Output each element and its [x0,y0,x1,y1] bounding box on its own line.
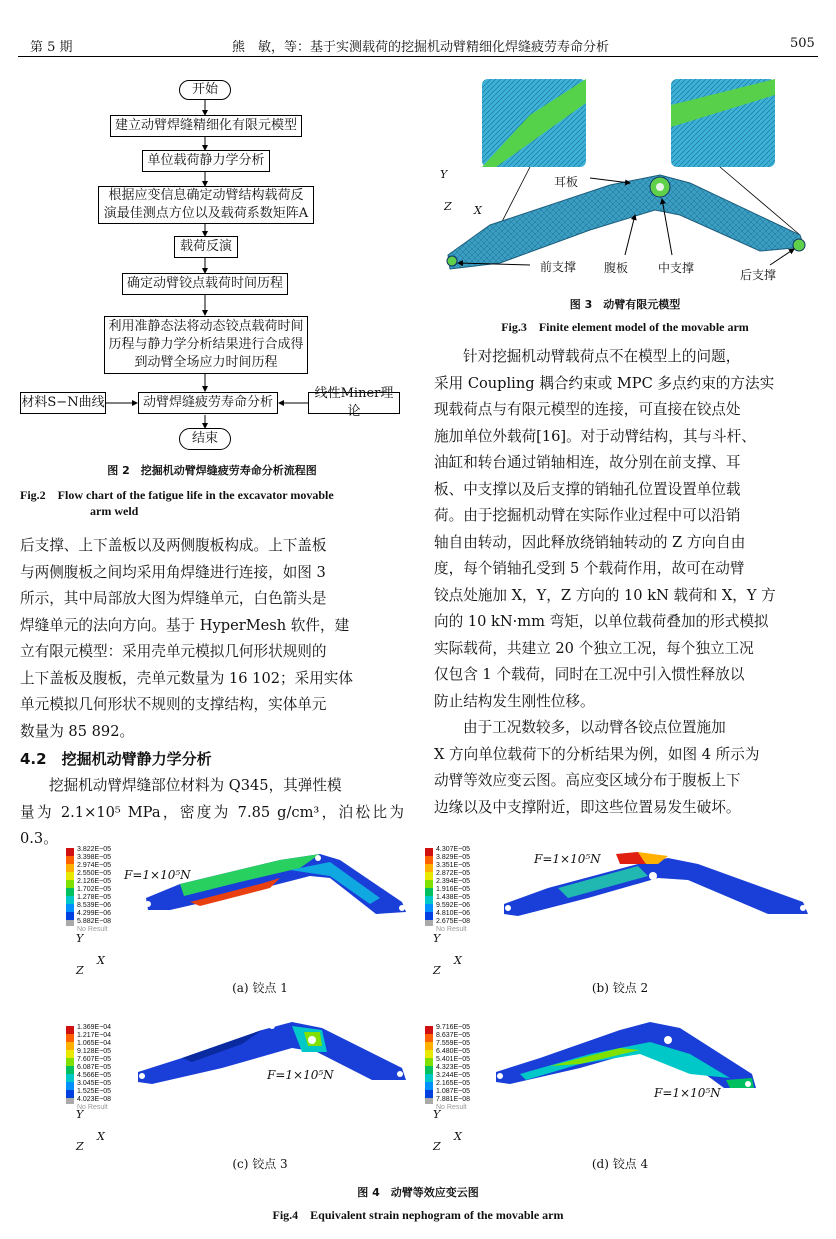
legend-c-0: 1.369E−04 [77,1024,112,1031]
legend-a-8: 4.299E−06 [77,910,112,917]
fig4-caption-cn: 图 4 动臂等效应变云图 [357,1186,479,1199]
fig3-axis-z: Z [444,200,452,213]
legend-a-2: 2.974E−05 [77,862,112,869]
flow-step-inversion-setup-line1: 根据应变信息确定动臂结构载荷反 [108,188,304,203]
legend-b-0: 4.307E−05 [436,846,471,853]
right-line-3: 现载荷点与有限元模型的连接，可直接在铰点处 [434,401,741,418]
fig4a-label: (a) 铰点 1 [232,981,288,995]
fig3-axis-y: Y [440,168,448,181]
fig4a-legend [77,846,111,934]
legend-a-noresult: No Result [77,926,108,933]
right-line-10: 铰点处施加 X，Y，Z 方向的 10 kN 载荷和 X，Y 方 [434,586,776,604]
left2-line-2: 量为 2.1×10⁵ MPa，密度为 7.85 g/cm³，泊松比为 0.3。 [20,803,404,847]
fig3-label-rear: 后支撑 [740,268,777,282]
left2-line-1: 挖掘机动臂焊缝部位材料为 Q345，其弹性模 [49,777,342,794]
issue-number: 第 5 期 [30,40,73,55]
left-line-4: 焊缝单元的法向方向。基于 HyperMesh 软件，建 [20,616,350,634]
right-line-12: 实际载荷，共建立 20 个独立工况，每个独立工况 [434,639,754,657]
right-line-7: 荷。由于挖掘机动臂在实际作业过程中可以沿销 [434,507,741,524]
legend-b-1: 3.829E−05 [436,854,471,861]
legend-b-noresult: No Result [436,926,467,933]
fig4c-colorbar [66,1026,76,1104]
fig4c-label: (c) 铰点 3 [232,1157,288,1171]
legend-b-9: 2.675E−08 [436,918,471,925]
fig4b-axis-z: Z [433,964,441,977]
fig4a-colorbar [66,848,76,926]
left-line-7: 单元模拟几何形状不规则的支撑结构，实体单元 [20,696,327,713]
fig4c-legend [77,1024,111,1112]
legend-b-8: 4.810E−06 [436,910,471,917]
legend-b-6: 1.438E−05 [436,894,471,901]
legend-d-2: 7.559E−05 [436,1040,471,1047]
legend-c-7: 3.045E−05 [77,1080,112,1087]
legend-a-3: 2.550E−05 [77,870,112,877]
left-line-2: 与两侧腹板之间均采用角焊缝进行连接，如图 3 [20,563,326,581]
fig3-label-front: 前支撑 [540,260,577,274]
flow-step-synthesis-line3: 到动臂全场应力时间历程 [134,355,278,370]
legend-c-2: 1.065E−04 [77,1040,112,1047]
right-line-17: 动臂等效应变云图。高应变区域分布于腹板上下 [434,772,741,789]
legend-c-6: 4.566E−05 [77,1072,112,1079]
fig2-caption-en-line2: arm weld [90,504,139,518]
fig4a-axis-z: Z [76,964,84,977]
legend-b-3: 2.872E−05 [436,870,471,877]
flow-step-static: 单位载荷静力学分析 [142,150,270,172]
fig4c-force: F=1×10⁵N [267,1068,334,1082]
right-line-11: 向的 10 kN·mm 弯矩，以单位载荷叠加的形式模拟 [434,613,769,630]
left-body-text-2 [20,773,404,853]
right-line-4: 施加单位外载荷[16]。对于动臂结构，其与斗杆、 [434,427,756,445]
legend-a-6: 1.278E−05 [77,894,112,901]
fig2-caption-en-line1: Fig.2 Flow chart of the fatigue life in the excavator movable [20,488,334,502]
fig4d-force: F=1×10⁵N [654,1086,721,1100]
fig4c-axis-y: Y [76,1108,84,1121]
legend-d-8: 1.087E−05 [436,1088,471,1095]
legend-d-5: 4.323E−05 [436,1064,471,1071]
legend-a-7: 8.539E−06 [77,902,112,909]
legend-a-4: 2.126E−05 [77,878,112,885]
legend-b-5: 1.916E−05 [436,886,471,893]
legend-c-1: 1.217E−04 [77,1032,112,1039]
legend-b-4: 2.394E−05 [436,878,471,885]
right-line-13: 仅包含 1 个载荷，同时在工况中引入惯性释放以 [434,666,745,683]
flow-step-inversion-setup-line2: 演最佳测点方位以及载荷系数矩阵A [103,206,309,221]
right-line-6: 板、中支撑以及后支撑的销轴孔位置设置单位载 [434,480,741,498]
fig4a-axis-y: Y [76,932,84,945]
fig4b-axis-x: X [454,954,462,967]
fig3-label-mid: 中支撑 [658,261,695,275]
right-line-5: 油缸和转台通过销轴相连，故分别在前支撑、耳 [434,454,741,471]
legend-d-6: 3.244E−05 [436,1072,471,1079]
legend-d-4: 5.401E−05 [436,1056,471,1063]
right-line-2: 采用 Coupling 耦合约束或 MPC 多点约束的方法实 [434,374,775,392]
fig2-caption-cn: 图 2 挖掘机动臂焊缝疲劳寿命分析流程图 [107,464,317,477]
flow-step-fatigue: 动臂焊缝疲劳寿命分析 [138,392,278,414]
legend-c-9: 4.023E−08 [77,1096,112,1103]
flow-step-inversion-setup [98,186,314,224]
section-4-2-heading: 4.2 挖掘机动臂静力学分析 [20,750,212,768]
right-line-9: 度，每个销轴孔受到 5 个载荷作用，故可在动臂 [434,560,745,577]
legend-c-5: 6.087E−05 [77,1064,112,1071]
right-line-1: 针对挖掘机动臂载荷点不在模型上的问题， [463,348,741,365]
flow-step-hinge-load: 确定动臂铰点载荷时间历程 [122,273,288,295]
fig4b-force: F=1×10⁵N [534,852,601,866]
legend-c-8: 1.525E−05 [77,1088,112,1095]
fig4d-colorbar [425,1026,435,1104]
fig3-caption-cn: 图 3 动臂有限元模型 [569,298,681,311]
legend-d-1: 8.637E−05 [436,1032,471,1039]
fig4b-legend [436,846,470,934]
header-rule [18,56,818,57]
fig3-label-ear: 耳板 [554,175,579,189]
legend-b-7: 9.592E−06 [436,902,471,909]
fig4b-axis-y: Y [433,932,441,945]
legend-d-3: 6.480E−05 [436,1048,471,1055]
fig3-caption-en: Fig.3 Finite element model of the movable arm [501,320,749,334]
fig4c-axis-z: Z [76,1140,84,1153]
flow-step-load-inversion: 载荷反演 [174,236,238,258]
fig4d-arm-contour [490,1018,770,1098]
legend-d-0: 9.716E−05 [436,1024,471,1031]
legend-d-noresult: No Result [436,1104,467,1111]
fig4d-label: (d) 铰点 4 [591,1157,649,1171]
legend-c-noresult: No Result [77,1104,108,1111]
right-line-18: 边缘以及中支撑附近，即这些位置易发生破坏。 [434,798,741,816]
legend-a-5: 1.702E−05 [77,886,112,893]
fig4a-axis-x: X [97,954,105,967]
flow-step-synthesis-line1: 利用准静态法将动态铰点载荷时间 [108,319,304,334]
legend-c-4: 7.607E−05 [77,1056,112,1063]
flow-start: 开始 [179,80,231,100]
flow-step-fem: 建立动臂焊缝精细化有限元模型 [110,115,302,137]
left-line-3: 所示，其中局部放大图为焊缝单元，白色箭头是 [20,590,327,607]
left-line-5: 立有限元模型：采用壳单元模拟几何形状规则的 [20,643,327,660]
fig3-label-web: 腹板 [604,261,629,275]
running-title: 熊 敏，等：基于实测载荷的挖掘机动臂精细化焊缝疲劳寿命分析 [232,40,610,55]
legend-d-7: 2.165E−05 [436,1080,471,1087]
right-body-text [434,344,818,821]
flow-end: 结束 [179,428,231,450]
right-line-8: 轴自由转动，因此释放绕销轴转动的 Z 方向自由 [434,533,746,551]
flow-input-miner: 线性Miner理论 [308,392,400,414]
legend-a-1: 3.398E−05 [77,854,112,861]
fig4b-label: (b) 铰点 2 [591,981,649,995]
fig3-axis-x: X [474,204,482,217]
fig4-caption-en: Fig.4 Equivalent strain nephogram of the movable arm [272,1208,564,1222]
flow-input-sn-curve: 材料S−N曲线 [20,392,106,414]
left-line-6: 上下盖板及腹板，壳单元数量为 16 102；采用实体 [20,669,353,687]
legend-b-2: 3.351E−05 [436,862,471,869]
flow-step-synthesis [104,316,308,374]
fig4d-axis-y: Y [433,1108,441,1121]
fig4a-arm-contour [140,848,412,918]
legend-c-3: 9.128E−05 [77,1048,112,1055]
fig4c-axis-x: X [97,1130,105,1143]
fig4d-legend [436,1024,470,1112]
flow-step-synthesis-line2: 历程与静力学分析结果进行合成得 [108,337,304,352]
left-line-8: 数量为 85 892。 [20,722,135,740]
page-number: 505 [790,36,815,51]
legend-d-9: 7.881E−08 [436,1096,471,1103]
fig4a-force: F=1×10⁵N [124,868,191,882]
right-line-16: X 方向单位载荷下的分析结果为例，如图 4 所示为 [434,745,760,763]
right-line-15: 由于工况数较多，以动臂各铰点位置施加 [463,719,726,736]
right-line-14: 防止结构发生刚性位移。 [434,692,595,710]
fig4d-axis-z: Z [433,1140,441,1153]
legend-a-9: 5.882E−08 [77,918,112,925]
legend-a-0: 3.822E−05 [77,846,112,853]
fig3-fe-model [430,75,820,290]
left-body-text [20,533,404,745]
fig4b-colorbar [425,848,435,926]
left-line-1: 后支撑、上下盖板以及两侧腹板构成。上下盖板 [20,537,327,554]
fig4d-axis-x: X [454,1130,462,1143]
